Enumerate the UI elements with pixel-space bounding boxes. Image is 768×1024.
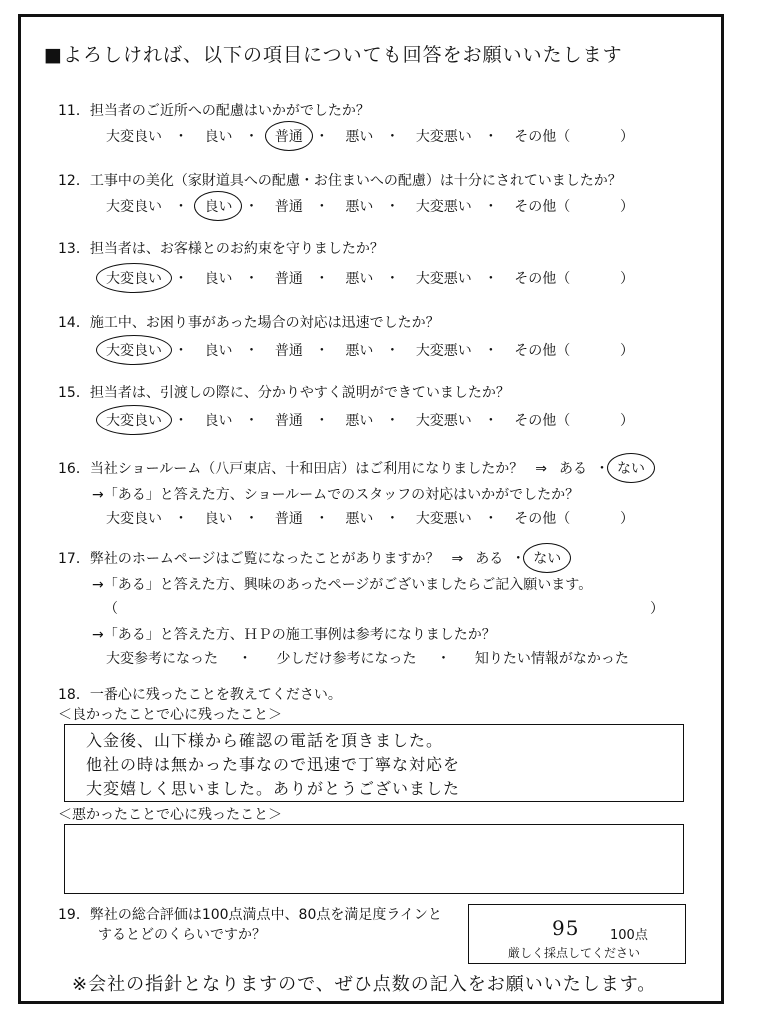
question-16: 16．当社ショールーム（八戸東店、十和田店）はご利用になりましたか？ ⇒ ある ・ ない — [58, 458, 645, 478]
good-points-line-3: 大変嬉しく思いました。ありがとうございました — [86, 779, 461, 798]
option-very-bad[interactable]: 大変悪い — [415, 271, 472, 287]
option-bad[interactable]: 悪い — [345, 199, 374, 215]
option-normal[interactable]: 普通 — [274, 199, 303, 215]
option-good[interactable]: 良い — [204, 271, 233, 287]
question-17-sub1: →「ある」と答えた方、興味のあったページがございましたらご記入願います。 — [92, 577, 593, 593]
option-other[interactable]: その他（ — [514, 511, 571, 527]
good-points-label: ＜良かったことで心に残ったこと＞ — [58, 707, 282, 723]
answer-yes[interactable]: ある — [475, 551, 504, 567]
question-12: 12．工事中の美化（家財道具への配慮・お住まいへの配慮）は十分にされていましたか？ — [58, 173, 622, 189]
options-15: 大変良い ・ 良い ・ 普通 ・ 悪い ・ 大変悪い ・ その他（ — [106, 410, 570, 430]
bad-points-label: ＜悪かったことで心に残ったこと＞ — [58, 807, 282, 823]
options-17: 大変参考になった ・ 少しだけ参考になった ・ 知りたい情報がなかった — [106, 648, 629, 668]
option-normal[interactable]: 普通 — [274, 271, 303, 287]
score-value: 95 — [552, 916, 580, 940]
option-bad[interactable]: 悪い — [345, 511, 374, 527]
options-12: 大変良い ・ 良い ・ 普通 ・ 悪い ・ 大変悪い ・ その他（ — [106, 196, 570, 216]
score-note: 厳しく採点してください — [508, 946, 641, 960]
option-very-good-selected[interactable]: 大変良い — [106, 268, 162, 288]
option-normal[interactable]: 普通 — [274, 511, 303, 527]
option-very-bad[interactable]: 大変悪い — [415, 511, 472, 527]
option-good-selected[interactable]: 良い — [204, 196, 232, 216]
option-other[interactable]: その他（ — [514, 413, 571, 429]
close-paren: ） — [620, 343, 634, 359]
option-bad[interactable]: 悪い — [345, 413, 374, 429]
options-11: 大変良い ・ 良い ・ 普通 ・ 悪い ・ 大変悪い ・ その他（ — [106, 126, 570, 146]
good-points-line-2: 他社の時は無かった事なので迅速で丁寧な対応を — [86, 755, 461, 774]
option-bad[interactable]: 悪い — [345, 343, 374, 359]
option-normal[interactable]: 普通 — [274, 413, 303, 429]
answer-no-selected[interactable]: ない — [533, 548, 561, 568]
question-17-sub2: →「ある」と答えた方、ＨＰの施工事例は参考になりましたか？ — [92, 627, 496, 643]
footer-note: ※会社の指針となりますので、ぜひ点数の記入をお願いいたします。 — [72, 974, 657, 995]
close-paren: ） — [650, 601, 664, 617]
option-very-good-selected[interactable]: 大変良い — [106, 410, 162, 430]
question-17: 17．弊社のホームページはご覧になったことがありますか？ ⇒ ある ・ ない — [58, 548, 561, 568]
option-good[interactable]: 良い — [204, 343, 233, 359]
answer-no-selected[interactable]: ない — [617, 458, 645, 478]
question-19-line-1: 19．弊社の総合評価は100点満点中、80点を満足度ラインと — [58, 907, 442, 923]
option-other[interactable]: その他（ — [514, 199, 571, 215]
option-very-bad[interactable]: 大変悪い — [415, 343, 472, 359]
option-somewhat-helpful[interactable]: 少しだけ参考になった — [276, 651, 417, 667]
option-very-bad[interactable]: 大変悪い — [415, 199, 472, 215]
option-not-helpful[interactable]: 知りたい情報がなかった — [474, 651, 629, 667]
options-16: 大変良い ・ 良い ・ 普通 ・ 悪い ・ 大変悪い ・ その他（ — [106, 508, 570, 528]
option-other[interactable]: その他（ — [514, 343, 571, 359]
option-very-good[interactable]: 大変良い — [106, 199, 162, 215]
option-very-bad[interactable]: 大変悪い — [415, 413, 472, 429]
question-13: 13．担当者は、お客様とのお約束を守りましたか？ — [58, 241, 384, 257]
score-max: 100点 — [610, 928, 648, 943]
option-very-bad[interactable]: 大変悪い — [415, 129, 472, 145]
option-very-good-selected[interactable]: 大変良い — [106, 340, 162, 360]
option-very-good[interactable]: 大変良い — [106, 129, 162, 145]
close-paren: ） — [620, 511, 634, 527]
question-14: 14．施工中、お困り事があった場合の対応は迅速でしたか？ — [58, 315, 440, 331]
options-13: 大変良い ・ 良い ・ 普通 ・ 悪い ・ 大変悪い ・ その他（ — [106, 268, 570, 288]
question-19-line-2: するとどのくらいですか？ — [98, 927, 266, 943]
bad-points-box[interactable] — [64, 824, 684, 894]
section-header: ■よろしければ、以下の項目についても回答をお願いいたします — [44, 44, 623, 66]
option-normal[interactable]: 普通 — [274, 343, 303, 359]
option-other[interactable]: その他（ — [514, 271, 571, 287]
close-paren: ） — [620, 129, 634, 145]
close-paren: ） — [620, 271, 634, 287]
option-good[interactable]: 良い — [204, 511, 233, 527]
open-paren: （ — [104, 601, 118, 617]
good-points-line-1: 入金後、山下様から確認の電話を頂きました。 — [86, 731, 444, 750]
option-good[interactable]: 良い — [204, 413, 233, 429]
question-15: 15．担当者は、引渡しの際に、分かりやすく説明ができていましたか？ — [58, 385, 510, 401]
option-bad[interactable]: 悪い — [345, 129, 374, 145]
option-very-good[interactable]: 大変良い — [106, 511, 162, 527]
option-good[interactable]: 良い — [204, 129, 233, 145]
close-paren: ） — [620, 413, 634, 429]
question-11: 11．担当者のご近所への配慮はいかがでしたか？ — [58, 103, 370, 119]
option-very-helpful[interactable]: 大変参考になった — [106, 651, 218, 667]
options-14: 大変良い ・ 良い ・ 普通 ・ 悪い ・ 大変悪い ・ その他（ — [106, 340, 570, 360]
option-normal-selected[interactable]: 普通 — [275, 126, 303, 146]
answer-yes[interactable]: ある — [559, 461, 587, 477]
option-bad[interactable]: 悪い — [345, 271, 374, 287]
option-other[interactable]: その他（ — [514, 129, 571, 145]
question-16-sub: →「ある」と答えた方、ショールームでのスタッフの対応はいかがでしたか？ — [92, 487, 580, 503]
question-18: 18．一番心に残ったことを教えてください。 — [58, 687, 342, 703]
close-paren: ） — [620, 199, 634, 215]
